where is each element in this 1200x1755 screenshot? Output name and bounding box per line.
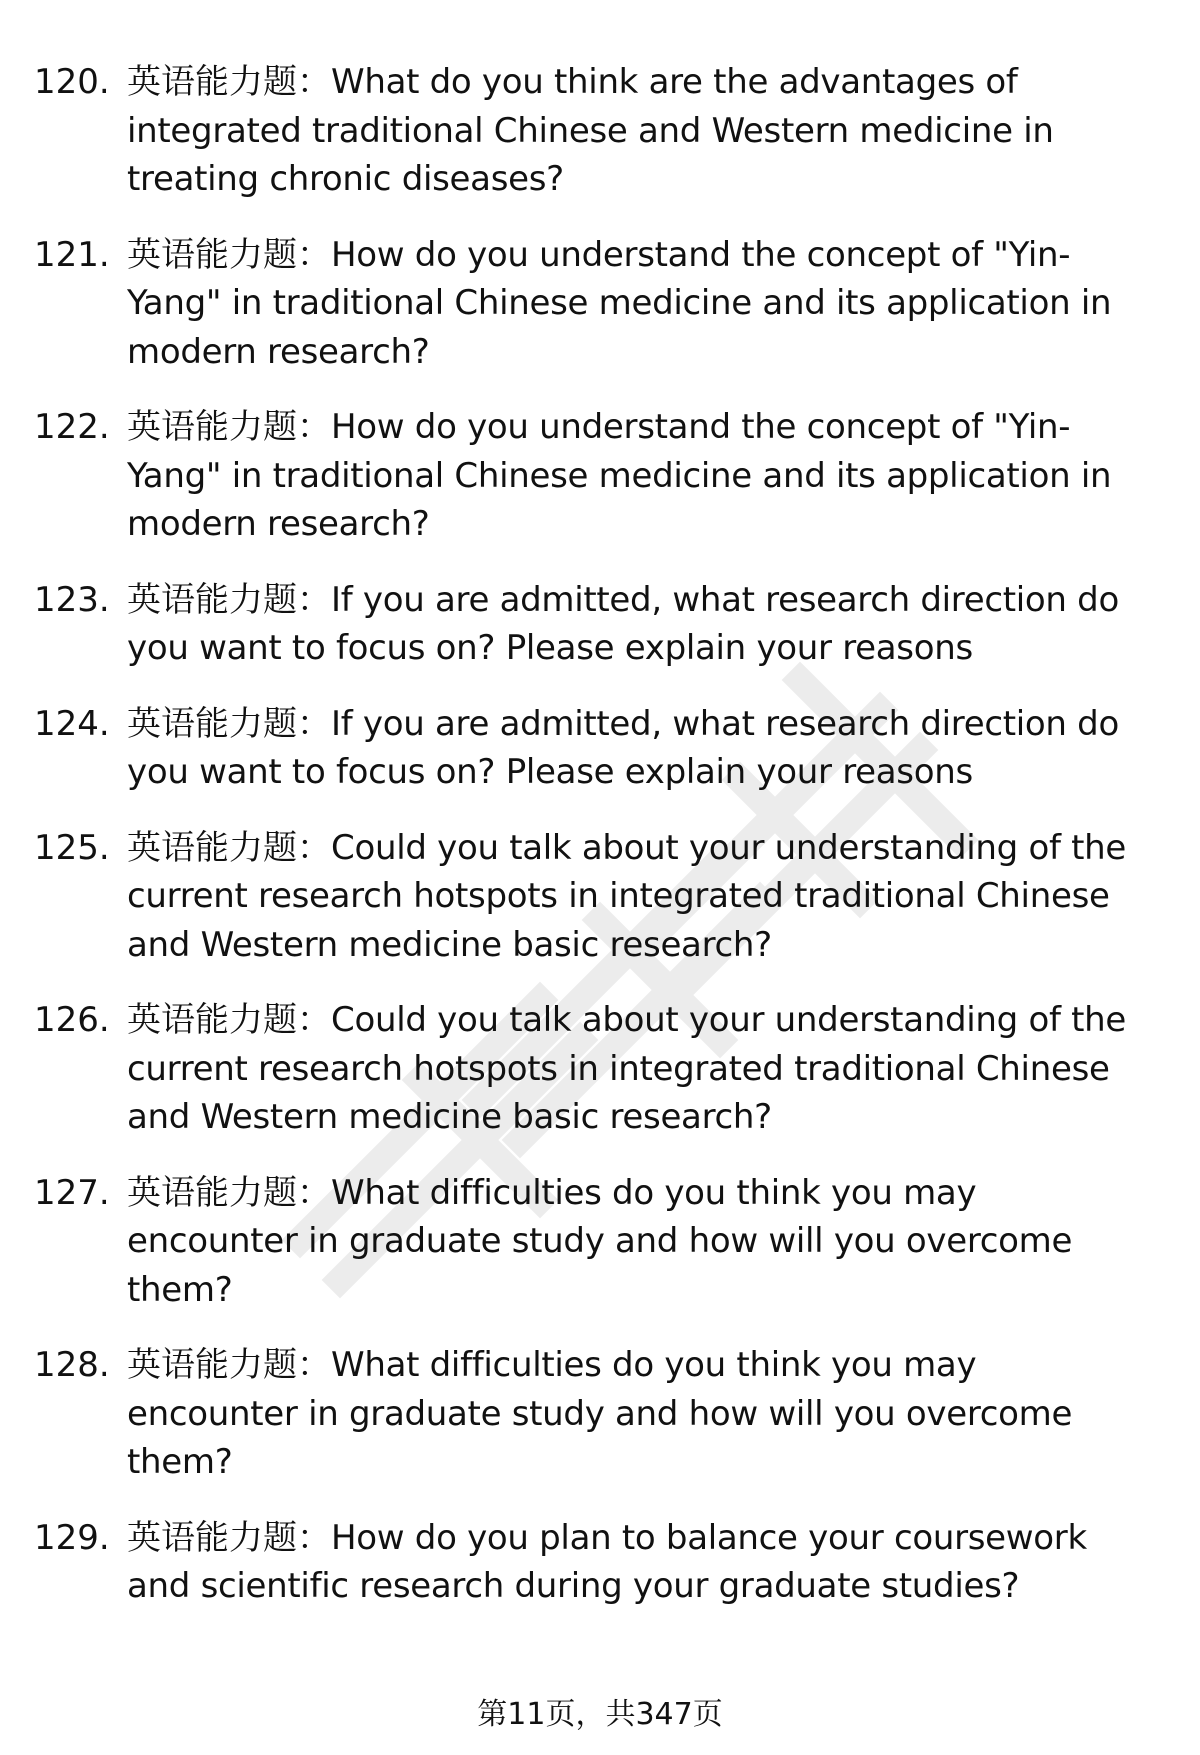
question-text	[127, 824, 1147, 970]
list-item	[0, 996, 1200, 1142]
question-prefix: 英语能力题：	[127, 1345, 331, 1385]
question-body: How do you understand the concept of "Yin-Yang" in traditional Chinese medicine and its application in modern research?	[127, 234, 1112, 372]
question-prefix: 英语能力题：	[127, 703, 331, 744]
list-item	[0, 1514, 1200, 1611]
question-text	[127, 231, 1147, 377]
list-item	[0, 700, 1200, 797]
question-number: 121.	[34, 234, 110, 275]
question-text	[127, 1169, 1147, 1315]
question-text	[127, 700, 1147, 797]
question-number: 122.	[34, 407, 110, 447]
question-number: 126.	[34, 1000, 110, 1040]
question-body: What difficulties do you think you may encounter in graduate study and how will you overcome them?	[127, 1345, 1073, 1482]
question-prefix: 英语能力题：	[127, 1172, 331, 1213]
list-item	[0, 1341, 1200, 1487]
question-text	[127, 576, 1147, 673]
list-item	[0, 58, 1200, 204]
list-item	[0, 576, 1200, 673]
question-number: 125.	[34, 827, 110, 868]
list-item	[0, 231, 1200, 377]
list-item	[0, 824, 1200, 970]
question-prefix: 英语能力题：	[127, 1517, 331, 1558]
question-number: 120.	[34, 62, 110, 102]
question-prefix: 英语能力题：	[127, 62, 331, 102]
question-body: Could you talk about your understanding of the current research hotspots in integrated traditional Chinese and Western medicine basic research?	[127, 827, 1127, 965]
question-prefix: 英语能力题：	[127, 407, 331, 447]
question-text	[127, 1341, 1147, 1487]
question-number: 128.	[34, 1345, 110, 1385]
list-item	[0, 1169, 1200, 1315]
question-body: Could you talk about your understanding of the current research hotspots in integrated traditional Chinese and Western medicine basic research?	[127, 1000, 1127, 1137]
question-number: 129.	[34, 1517, 110, 1558]
question-prefix: 英语能力题：	[127, 579, 331, 620]
question-number: 123.	[34, 579, 110, 620]
question-text	[127, 403, 1147, 549]
question-text	[127, 996, 1147, 1142]
question-body: If you are admitted, what research direction do you want to focus on? Please explain your reasons	[127, 579, 1119, 668]
question-text	[127, 1514, 1147, 1611]
question-body: What difficulties do you think you may encounter in graduate study and how will you overcome them?	[127, 1172, 1073, 1310]
question-body: What do you think are the advantages of integrated traditional Chinese and Western medicine in treating chronic diseases?	[127, 62, 1054, 199]
question-number: 124.	[34, 703, 110, 744]
question-prefix: 英语能力题：	[127, 234, 331, 275]
question-list	[0, 58, 1200, 1638]
question-prefix: 英语能力题：	[127, 827, 331, 868]
page-footer: 第11页，共347页	[477, 1697, 723, 1732]
question-body: How do you plan to balance your coursework and scientific research during your graduate studies?	[127, 1517, 1087, 1606]
question-body: If you are admitted, what research direction do you want to focus on? Please explain your reasons	[127, 703, 1119, 792]
question-number: 127.	[34, 1172, 110, 1213]
question-text	[127, 58, 1147, 204]
question-body: How do you understand the concept of "Yin-Yang" in traditional Chinese medicine and its application in modern research?	[127, 407, 1112, 544]
list-item	[0, 403, 1200, 549]
question-prefix: 英语能力题：	[127, 1000, 331, 1040]
